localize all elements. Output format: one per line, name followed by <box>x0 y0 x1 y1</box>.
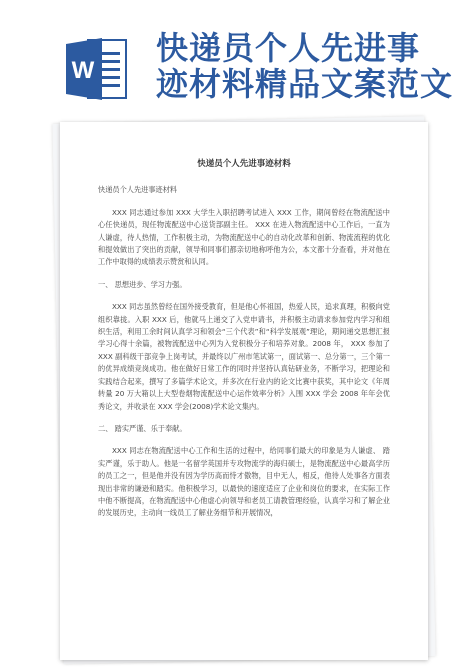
paragraph-section-2: XXX 同志在物流配送中心工作和生活的过程中，给同事们最大的印象是为人谦虚、 踏实严谨，乐于助人。他是一名留学英国并专攻物流学的海归硕士，是物流配送中心最高学历的员工之一，但是他并没有因为学历高而恃才傲物，目中无人，相反，他待人处事各方面表现出非常的谦逊和踏实。他积极学习，以最快的速度适应了企业和岗位的要求，在实际工作中他不断提高，在物流配送中心他虚心向领导和老员工请教管理经验，认真学习和了解企业的发展历史，主动向一线员工了解业务细节和开展情况， <box>98 446 390 518</box>
paragraph-intro: XXX 同志通过参加 XXX 大学生入职招聘考试进入 XXX 工作，期间曾经在物流配送中心任快递员，现任物流配送中心送货部副主任。 XXX 在进入物流配送中心工作后，一直为人谦虚，待人热情，工作积极主动，为物流配送中心的自动化改革和创新、物流流程的优化和提效做出了突出的贡献，领导和同事们都亲切地称呼他为公，本文都十分查看，并对他在工作中取得的成绩表示赞赏和认同。 <box>98 207 390 267</box>
page-title-line-1: 快递员个人先进事 <box>156 29 421 67</box>
document-subtitle: 快递员个人先进事迹材料 <box>98 185 178 195</box>
section-heading-1: 一、 思想进步、学习力强。 <box>98 279 187 289</box>
paragraph-section-1: XXX 同志虽然曾经在国外接受教育，但是他心怀祖国，热爱人民，追求真理，积极向党组织靠拢。入职 XXX 后，他就马上递交了入党申请书，并积极主动请求参加党内学习和组织生活，利用工余时间认真学习和领会“三个代表”和“科学发展观”理论，期间递交思想汇报学习心得十余篇，被物流配送中心列为入党积极分子和培养对象。2008 年， XXX 参加了 XXX 副科级干部竞争上岗考试，并最终以广州市笔试第一，面试第一、总分第一，三个第一的优异成绩竞岗成功。他在做好日常工作的同时并坚持认真钻研业务，不断学习，把理论和实践结合起来，撰写了多篇学术论文，并多次在行业内的论文比赛中获奖，其中论文《年周转量 20 万大箱以上大型卷烟物流配送中心运作效率分析》入围 XXX 学会 2008 年年会优秀论文，并收录在 XXX 学会(2008)学术论文集内。 <box>98 302 390 411</box>
word-document-icon <box>66 36 128 102</box>
document-page <box>60 122 428 660</box>
document-title: 快递员个人先进事迹材料 <box>197 159 291 169</box>
section-heading-2: 二、 踏实严谨、乐于奉献。 <box>98 423 187 433</box>
page-title-line-2: 迹材料精品文案范文 <box>156 65 454 103</box>
header-banner <box>0 0 474 118</box>
word-icon-letter: W <box>71 57 95 84</box>
